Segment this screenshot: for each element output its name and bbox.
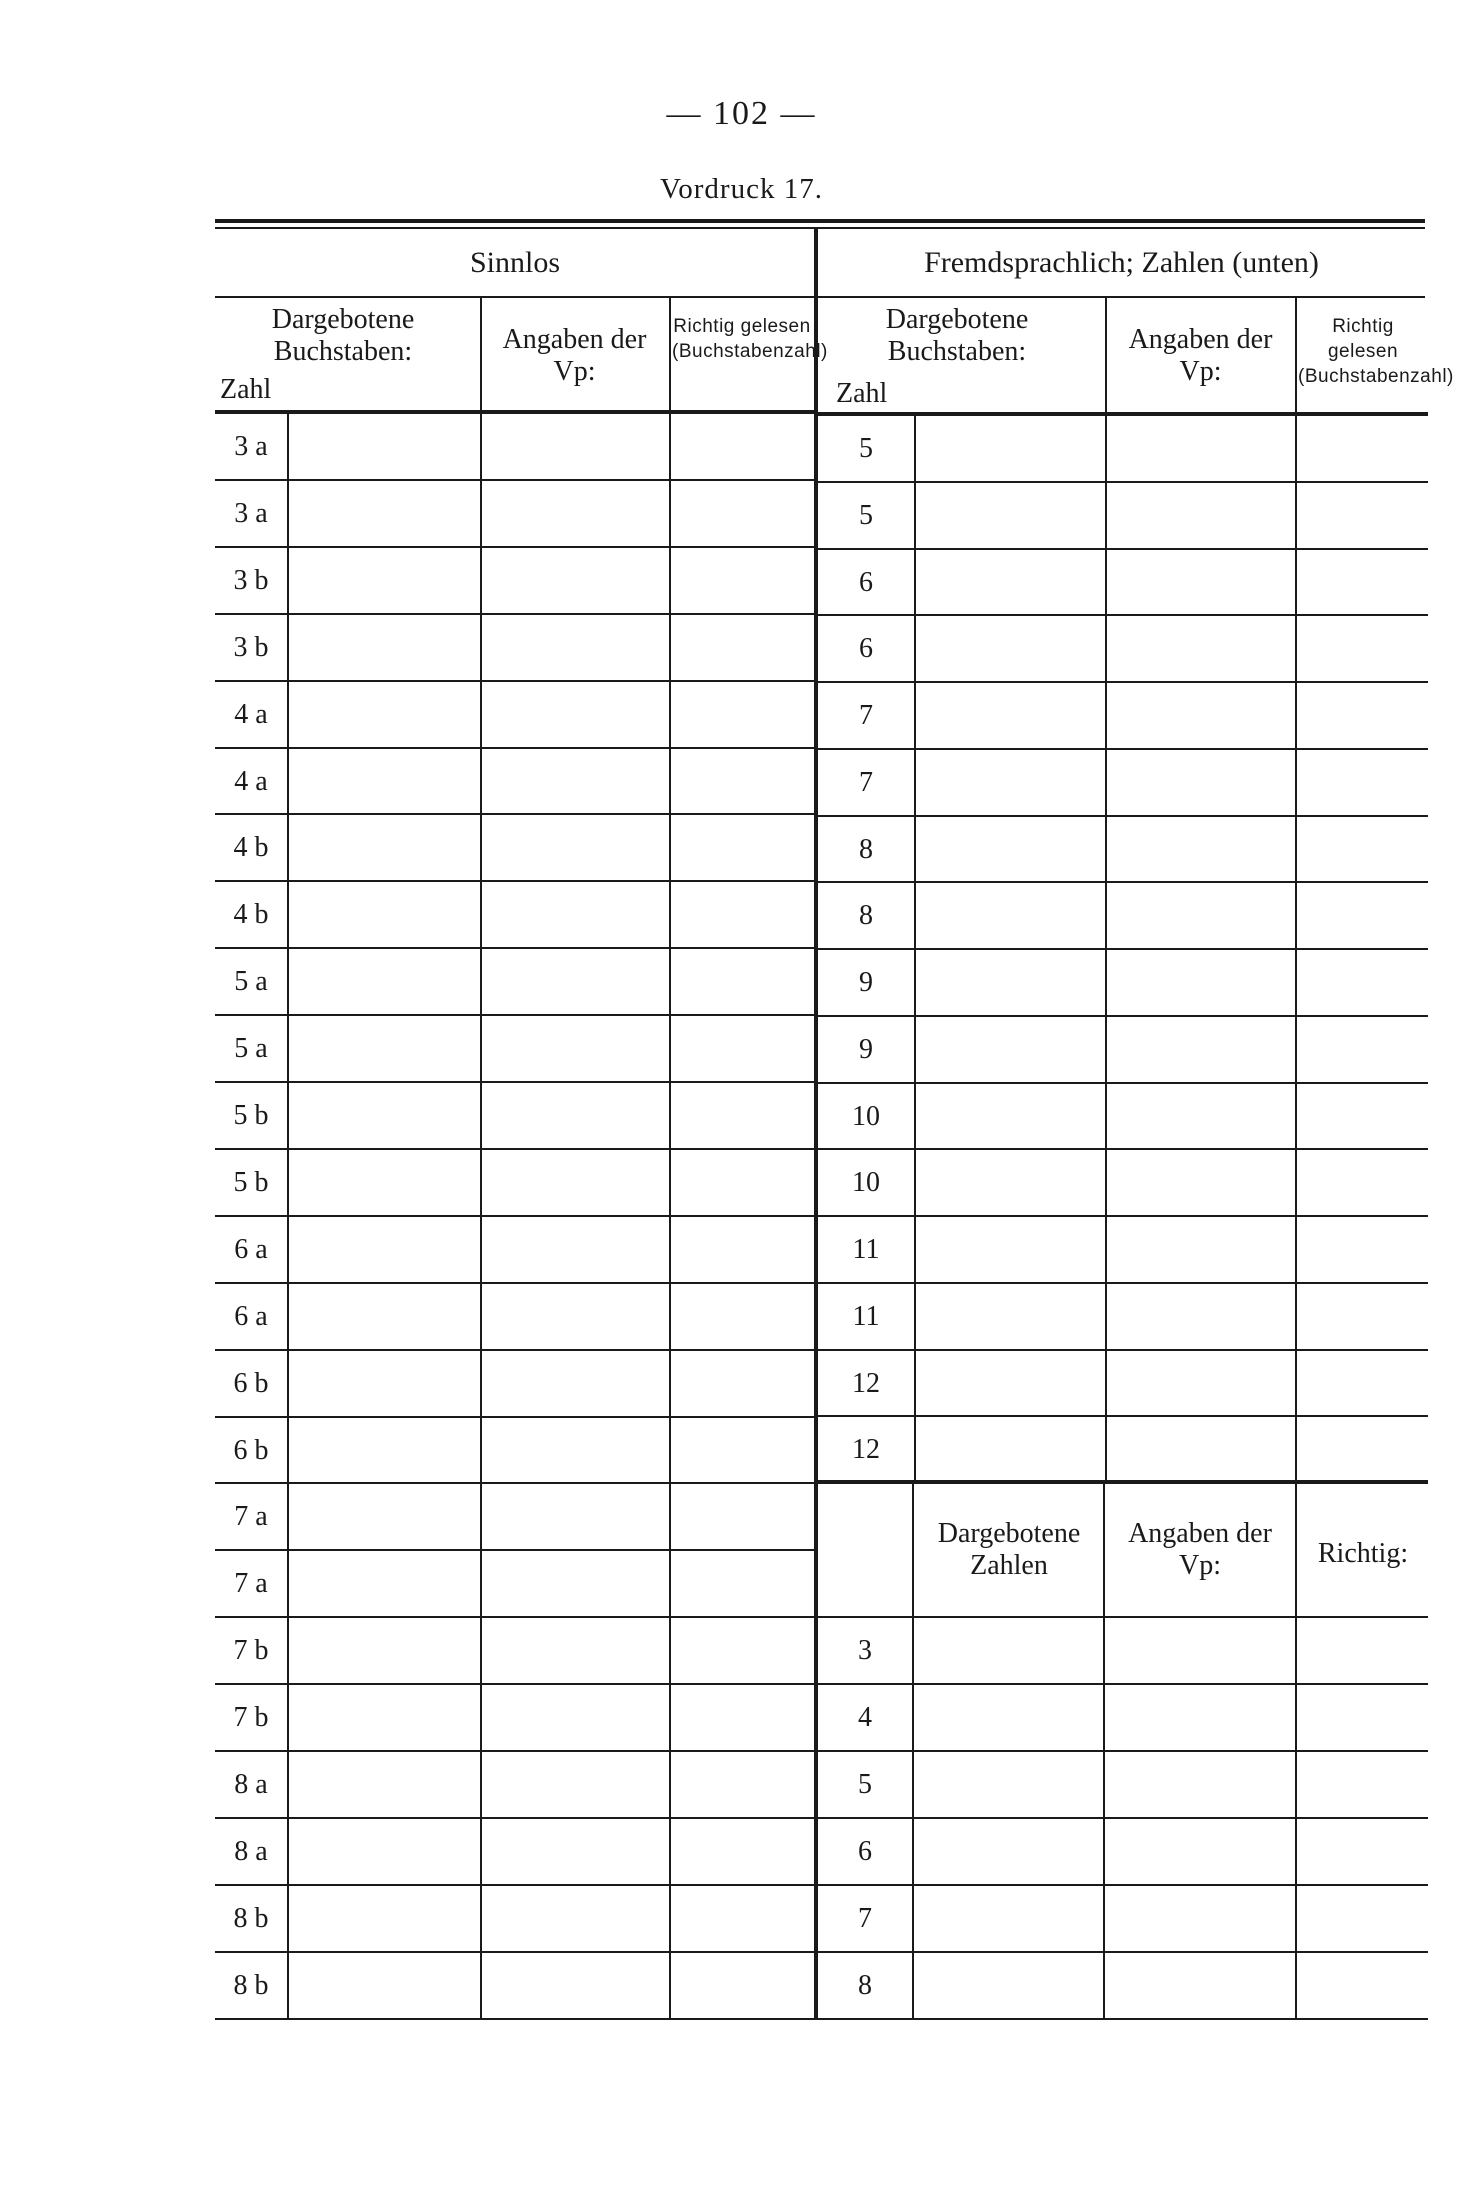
left-row-zahl-cell: 5 a	[234, 1033, 268, 1065]
right-row-zahl-cell: 6	[859, 633, 873, 665]
right-lower-header-angaben: Angaben der Vp:	[1128, 1518, 1272, 1581]
right-lower-row-zahl-cell: 8	[858, 1970, 872, 2001]
left-row-zahl-cell: 3 b	[233, 631, 269, 663]
left-row-zahl-cell: 6 b	[233, 1434, 269, 1466]
right-row-zahl-cell: 8	[859, 900, 873, 932]
right-lower-divider-richtig	[1295, 1484, 1297, 2020]
right-header-dargebotene: Dargebotene Buchstaben:	[885, 304, 1029, 367]
left-row-zahl-cell: 7 b	[233, 1635, 269, 1667]
left-row-zahl-cell: 6 a	[234, 1300, 268, 1332]
left-header-divider-1	[480, 298, 482, 410]
right-row-zahl-cell: 7	[859, 700, 873, 731]
left-row-row-rule	[215, 546, 815, 548]
right-section-title: Fremdsprachlich; Zahlen (unten)	[924, 246, 1319, 279]
left-body-divider-zahl	[287, 414, 289, 2020]
right-row-zahl-cell: 9	[859, 1033, 873, 1065]
right-lower-row-row-rule	[818, 2018, 1428, 2020]
left-row-row-rule	[215, 1683, 815, 1685]
right-lower-header-dargebotene: Dargebotene Zahlen	[937, 1518, 1081, 1581]
left-row-row-rule	[215, 613, 815, 615]
left-row-zahl-cell: 6 b	[233, 1367, 269, 1399]
right-row-zahl-cell: 10	[852, 1167, 880, 1199]
left-row-row-rule	[215, 880, 815, 882]
right-header-divider-2	[1295, 298, 1297, 412]
left-row-zahl-cell: 5 b	[233, 1100, 269, 1131]
right-row-zahl-cell: 9	[859, 967, 873, 998]
left-row-zahl-cell: 5 a	[234, 966, 268, 998]
left-header-divider-2	[669, 298, 671, 410]
right-row-zahl-cell: 5	[859, 499, 873, 531]
left-row-zahl-cell: 3 a	[234, 497, 268, 529]
left-row-zahl-cell: 7 a	[234, 1568, 268, 1600]
left-row-zahl-cell: 4 a	[234, 765, 268, 797]
left-row-row-rule	[215, 1549, 815, 1551]
left-body-divider-angaben	[480, 414, 482, 2020]
left-row-zahl-cell: 4 b	[233, 832, 269, 864]
left-row-zahl-cell: 3 a	[234, 431, 268, 462]
left-row-row-rule	[215, 1482, 815, 1484]
right-header-angaben: Angaben der Vp:	[1128, 324, 1273, 387]
left-row-row-rule	[215, 1416, 815, 1418]
left-header-dargebotene: Dargebotene Buchstaben:	[271, 304, 415, 367]
right-lower-row-zahl-cell: 6	[858, 1836, 872, 1867]
left-row-row-rule	[215, 947, 815, 949]
left-row-row-rule	[215, 2018, 815, 2020]
right-header-zahl: Zahl	[836, 378, 888, 409]
left-row-row-rule	[215, 1014, 815, 1016]
right-row-zahl-cell: 11	[852, 1300, 880, 1332]
table-top-rule	[215, 219, 1425, 223]
left-row-row-rule	[215, 813, 815, 815]
right-row-row-rule	[818, 1482, 1428, 1484]
left-row-row-rule	[215, 1951, 815, 1953]
right-row-zahl-cell: 8	[859, 833, 873, 865]
right-lower-row-zahl-cell: 7	[858, 1903, 872, 1934]
left-header-angaben: Angaben der Vp:	[502, 324, 647, 387]
left-row-zahl-cell: 7 a	[234, 1501, 268, 1533]
left-row-zahl-cell: 8 a	[234, 1769, 268, 1800]
left-row-zahl-cell: 6 a	[234, 1233, 268, 1265]
right-lower-row-zahl-cell: 5	[858, 1769, 872, 1800]
right-row-zahl-cell: 7	[859, 766, 873, 798]
left-row-row-rule	[215, 747, 815, 749]
left-row-row-rule	[215, 479, 815, 481]
left-header-richtig: Richtig gelesen (Buchstabenzahl)	[672, 316, 828, 362]
left-row-row-rule	[215, 1215, 815, 1217]
left-body-divider-richtig	[669, 414, 671, 2020]
right-header-divider-1	[1105, 298, 1107, 412]
left-row-row-rule	[215, 1616, 815, 1618]
page-number: — 102 —	[666, 95, 817, 132]
right-lower-row-zahl-cell: 3	[858, 1635, 872, 1666]
left-row-zahl-cell: 3 b	[233, 564, 269, 596]
left-row-row-rule	[215, 1148, 815, 1150]
left-row-row-rule	[215, 1884, 815, 1886]
right-lower-divider-angaben	[1103, 1484, 1105, 2020]
right-row-zahl-cell: 12	[852, 1434, 880, 1466]
right-lower-divider-zahl	[912, 1484, 914, 2020]
left-row-zahl-cell: 4 b	[233, 899, 269, 931]
left-row-zahl-cell: 7 b	[233, 1702, 269, 1734]
left-row-row-rule	[215, 680, 815, 682]
left-row-row-rule	[215, 1282, 815, 1284]
section-title-rule	[215, 296, 1425, 298]
right-header-richtig: Richtig gelesen (Buchstabenzahl)	[1298, 316, 1454, 387]
right-row-zahl-cell: 5	[859, 433, 873, 464]
right-row-zahl-cell: 11	[852, 1234, 880, 1265]
left-row-zahl-cell: 8 b	[233, 1969, 269, 2001]
right-row-zahl-cell: 6	[859, 566, 873, 598]
left-row-zahl-cell: 4 a	[234, 698, 268, 730]
form-title: Vordruck 17.	[660, 173, 823, 205]
left-row-zahl-cell: 8 b	[233, 1902, 269, 1934]
table-top-rule-thin	[215, 227, 1425, 229]
left-row-zahl-cell: 8 a	[234, 1835, 268, 1867]
left-row-row-rule	[215, 1349, 815, 1351]
left-row-row-rule	[215, 1081, 815, 1083]
left-header-bottom-rule	[215, 410, 815, 414]
right-row-zahl-cell: 12	[852, 1367, 880, 1399]
left-row-row-rule	[215, 1750, 815, 1752]
left-row-zahl-cell: 5 b	[233, 1166, 269, 1198]
right-lower-row-zahl-cell: 4	[858, 1702, 872, 1733]
left-header-zahl: Zahl	[220, 374, 272, 405]
right-row-zahl-cell: 10	[852, 1100, 880, 1132]
left-row-row-rule	[215, 1817, 815, 1819]
left-section-title: Sinnlos	[469, 246, 561, 279]
right-lower-header-richtig: Richtig:	[1317, 1538, 1409, 1569]
